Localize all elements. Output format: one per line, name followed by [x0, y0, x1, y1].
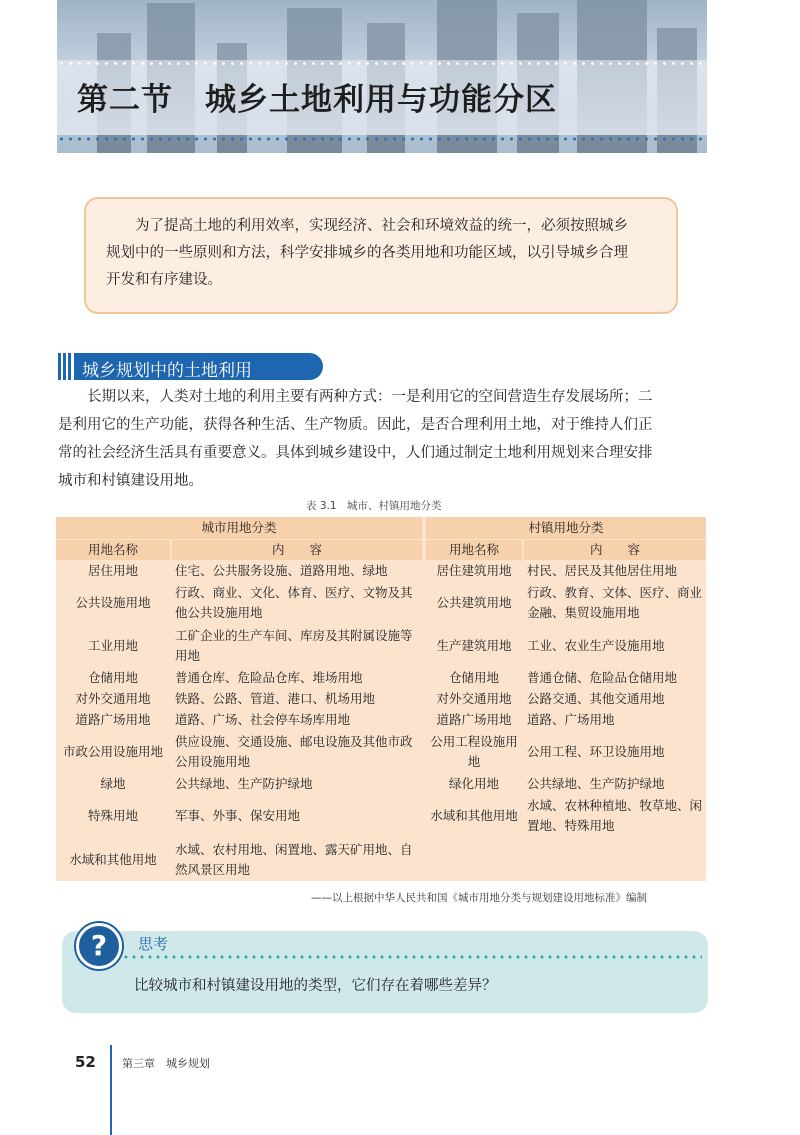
village-row-name-text: 对外交通用地 — [436, 691, 512, 706]
urban-col-name — [56, 540, 170, 560]
village-row-content — [524, 561, 706, 581]
urban-row-content-text: 军事、外事、保安用地 — [175, 808, 301, 823]
urban-header-text: 城市用地分类 — [201, 520, 277, 535]
banner-dots-bottom — [57, 137, 707, 141]
urban-row-name — [56, 689, 170, 709]
village-row-content-text: 公路交通、其他交通用地 — [527, 691, 665, 706]
village-row-name-text: 水域和其他用地 — [430, 808, 518, 823]
urban-col-content — [172, 540, 422, 560]
village-row-content-text: 普通仓储、危险品仓储用地 — [527, 670, 678, 685]
body-line: 是利用它的生产功能，获得各种生活、生产物质。因此，是否合理利用土地，对于维持人们正 — [58, 417, 653, 433]
think-dots-decoration — [122, 955, 702, 959]
village-col-content — [524, 540, 706, 560]
village-row-content-text: 水域、农林种植地、牧草地、闲置地、特殊用地 — [527, 798, 703, 833]
urban-row-name-text: 水域和其他用地 — [69, 851, 157, 867]
village-row-name — [426, 710, 522, 730]
village-row-content — [524, 710, 706, 730]
urban-row-name-text: 工业用地 — [87, 638, 138, 653]
urban-row-name — [56, 774, 170, 794]
urban-row-content — [172, 774, 422, 794]
intro-box — [84, 197, 678, 314]
village-header-text: 村镇用地分类 — [528, 520, 604, 535]
village-row-content-text: 公用工程、环卫设施用地 — [527, 744, 665, 759]
urban-row-content-text: 道路、广场、社会停车场库用地 — [175, 712, 351, 727]
heading-bars-decoration — [58, 353, 72, 380]
village-row-name-text: 道路广场用地 — [436, 712, 512, 727]
body-line: 常的社会经济生活具有重要意义。具体到城乡建设中，人们通过制定土地利用规划来合理安排 — [58, 445, 653, 461]
urban-row-content — [172, 582, 422, 624]
urban-row-name-text: 特殊用地 — [87, 808, 138, 823]
urban-row-content — [172, 668, 422, 688]
urban-row-name-text: 绿地 — [100, 776, 126, 791]
think-box — [62, 931, 708, 1013]
village-row-content — [524, 795, 706, 837]
village-row-content — [524, 689, 706, 709]
urban-row-name — [56, 668, 170, 688]
urban-row-content-text: 水域、农村用地、闲置地、露天矿用地、自然风景区用地 — [175, 841, 413, 877]
intro-line: 为了提高土地的利用效率，实现经济、社会和环境效益的统一，必须按照城乡 — [135, 218, 628, 234]
urban-row-name-text: 对外交通用地 — [75, 691, 151, 706]
urban-row-content — [172, 731, 422, 773]
urban-row-name-text: 仓储用地 — [87, 670, 138, 685]
village-row-content — [524, 582, 706, 624]
village-row-name — [426, 795, 522, 837]
village-row-name — [426, 689, 522, 709]
urban-row-content-text: 供应设施、交通设施、邮电设施及其他市政公用设施用地 — [175, 734, 413, 769]
urban-row-content-text: 公共绿地、生产防护绿地 — [175, 776, 313, 791]
subsection-heading-text: 城乡规划中的土地利用 — [82, 361, 252, 381]
village-row-name-text: 绿化用地 — [448, 776, 499, 791]
village-row-content-text: 道路、广场用地 — [527, 712, 615, 727]
table-source-note: ——以上根据中华人民共和国《城市用地分类与规划建设用地标准》编制 — [311, 892, 647, 904]
urban-row-content — [172, 710, 422, 730]
village-row-name — [426, 582, 522, 624]
village-row-content-text: 公共绿地、生产防护绿地 — [527, 776, 665, 791]
urban-row-name — [56, 795, 170, 837]
village-row-content-text: 村民、居民及其他居住用地 — [527, 563, 678, 578]
urban-row-content — [172, 561, 422, 581]
body-line: 长期以来，人类对土地的利用主要有两种方式：一是利用它的空间营造生存发展场所；二 — [87, 389, 653, 405]
village-row-name-text: 公用工程设施用地 — [430, 734, 518, 769]
village-row-content-text: 工业、农业生产设施用地 — [527, 638, 665, 653]
footer-divider — [110, 1045, 112, 1135]
urban-row-content — [172, 625, 422, 667]
urban-col-name-text: 用地名称 — [87, 542, 138, 557]
intro-line: 规划中的一些原则和方法，科学安排城乡的各类用地和功能区域，以引导城乡合理 — [106, 245, 628, 261]
urban-row-content — [172, 795, 422, 837]
table-caption: 表 3.1 城市、村镇用地分类 — [306, 500, 442, 512]
subsection-heading — [58, 353, 323, 380]
village-row-name — [426, 561, 522, 581]
page-number: 52 — [75, 1053, 96, 1071]
urban-row-content-text: 住宅、公共服务设施、道路用地、绿地 — [175, 563, 388, 578]
banner-dots-top — [57, 62, 707, 65]
village-row-name-text: 公共建筑用地 — [436, 595, 512, 610]
urban-row-name-text: 公共设施用地 — [75, 595, 151, 610]
village-col-content-text: 内 容 — [589, 542, 640, 557]
village-col-name-text: 用地名称 — [448, 542, 499, 557]
think-title: 思考 — [138, 935, 169, 953]
village-row-content — [524, 625, 706, 667]
urban-row-name — [56, 561, 170, 581]
chapter-label: 第三章 城乡规划 — [122, 1057, 210, 1070]
village-row-name — [426, 731, 522, 773]
village-row-content — [524, 731, 706, 773]
village-row-name-text: 生产建筑用地 — [436, 638, 512, 653]
urban-row-name — [56, 710, 170, 730]
village-row-name-text: 仓储用地 — [448, 670, 499, 685]
question-mark-icon: ? — [76, 923, 122, 969]
urban-row-content-text: 铁路、公路、管道、港口、机场用地 — [175, 691, 376, 706]
urban-col-content-text: 内 容 — [271, 542, 322, 557]
urban-row-name — [56, 582, 170, 624]
urban-row-name — [56, 838, 170, 881]
intro-line: 开发和有序建设。 — [106, 272, 222, 288]
village-row-name — [426, 668, 522, 688]
village-header — [426, 517, 706, 539]
village-row-name — [426, 774, 522, 794]
village-row-content — [524, 774, 706, 794]
urban-row-content — [172, 838, 422, 881]
urban-row-name — [56, 731, 170, 773]
land-use-table — [56, 517, 706, 881]
urban-row-name-text: 道路广场用地 — [75, 712, 151, 727]
body-line: 城市和村镇建设用地。 — [58, 473, 203, 489]
urban-row-content-text: 工矿企业的生产车间、库房及其附属设施等用地 — [175, 628, 413, 663]
village-row-content-text: 行政、教育、文体、医疗、商业金融、集贸设施用地 — [527, 585, 703, 620]
urban-row-name-text: 居住用地 — [87, 563, 138, 578]
urban-row-name-text: 市政公用设施用地 — [62, 744, 163, 759]
urban-row-content-text: 行政、商业、文化、体育、医疗、文物及其他公共设施用地 — [175, 585, 413, 620]
section-title: 第二节 城乡土地利用与功能分区 — [77, 82, 557, 118]
village-row-name-text: 居住建筑用地 — [436, 563, 512, 578]
chapter-banner — [57, 0, 707, 153]
think-question: 比较城市和村镇建设用地的类型，它们存在着哪些差异？ — [134, 978, 497, 994]
village-row-name — [426, 625, 522, 667]
urban-row-content — [172, 689, 422, 709]
village-row-content — [524, 668, 706, 688]
urban-header — [56, 517, 422, 539]
urban-row-name — [56, 625, 170, 667]
village-col-name — [426, 540, 522, 560]
urban-row-content-text: 普通仓库、危险品仓库、堆场用地 — [175, 670, 363, 685]
